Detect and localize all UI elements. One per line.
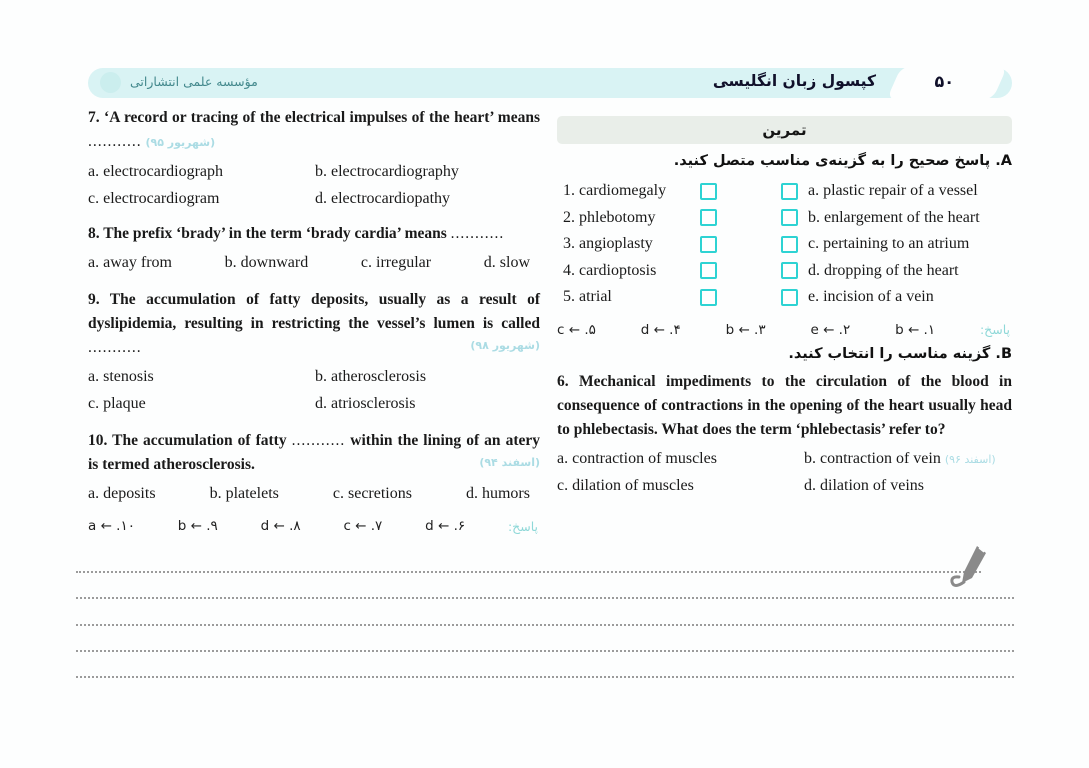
match-row — [557, 231, 1012, 258]
question-8-text: 8. The prefix ‘brady’ in the term ‘brady cardia’ means — [88, 225, 447, 242]
match-row — [557, 178, 1012, 205]
match-row — [557, 258, 1012, 285]
question-8-options — [88, 250, 540, 276]
right-column — [557, 116, 1012, 500]
blank-dots: ........... — [88, 339, 142, 356]
match-checkbox[interactable] — [781, 236, 798, 253]
answer-key-label: پاسخ: — [507, 518, 538, 534]
option-d: d. electrocardiopathy — [315, 189, 451, 207]
match-checkbox[interactable] — [781, 289, 798, 306]
option-b: b. contraction of vein — [804, 449, 941, 467]
option-c: c. secretions — [332, 485, 412, 502]
match-checkbox[interactable] — [781, 183, 798, 200]
question-7-text: 7. ‘A record or tracing of the electrical impulses of the heart’ means — [88, 109, 540, 126]
match-checkbox[interactable] — [700, 262, 717, 279]
match-term: 5. atrial — [563, 288, 612, 306]
option-c: c. plaque — [88, 394, 146, 412]
match-checkbox[interactable] — [781, 209, 798, 226]
match-term: 4. cardioptosis — [563, 261, 657, 279]
blank-dots: ........... — [450, 225, 505, 242]
answer-item: b ← .۹ — [177, 518, 218, 534]
option-b-with-tag — [804, 446, 1012, 474]
match-term: 3. angioplasty — [563, 235, 653, 253]
question-10-text-after: within the lining of an atery is termed atherosclerosis. — [88, 432, 541, 473]
exercise-title: تمرین — [557, 116, 1012, 144]
answer-item: b ← .۱ — [895, 321, 936, 338]
exam-tag: (اسفند ۹۶) — [944, 452, 996, 466]
match-checkbox[interactable] — [700, 289, 717, 306]
exam-tag: (اسفند ۹۴) — [479, 456, 540, 469]
exam-tag: (شهریور ۹۸) — [470, 339, 540, 352]
answer-item: c ← .۵ — [557, 321, 596, 338]
match-definition: d. dropping of the heart — [808, 261, 959, 279]
notes-line — [76, 624, 1014, 626]
question-10-options — [88, 481, 540, 507]
answer-item: c ← .۷ — [343, 518, 383, 534]
answer-item: d ← .۶ — [425, 518, 466, 534]
option-b: b. electrocardiography — [315, 163, 459, 180]
match-checkbox[interactable] — [700, 209, 717, 226]
match-checkbox[interactable] — [700, 183, 717, 200]
blank-dots: ........... — [88, 133, 142, 150]
blank-dots: ........... — [291, 432, 346, 449]
answer-item: d ← .۸ — [260, 518, 301, 534]
answer-key-label: پاسخ: — [979, 322, 1010, 337]
question-6-options — [557, 446, 1012, 500]
question-7 — [88, 106, 540, 155]
publisher-name: مؤسسه علمی انتشاراتی — [130, 74, 258, 89]
match-definition: e. incision of a vein — [808, 288, 934, 306]
option-a: a. deposits — [88, 485, 156, 502]
option-d: d. slow — [483, 254, 530, 271]
question-9-text: 9. The accumulation of fatty deposits, usually as a result of dyslipidemia, resulting in restricting the vessel’s lumen is called — [88, 291, 540, 332]
option-b: b. downward — [224, 254, 309, 271]
option-b: b. atherosclerosis — [315, 368, 427, 385]
question-6 — [557, 370, 1012, 442]
match-definition: c. pertaining to an atrium — [808, 235, 970, 253]
answer-item: a ← .۱۰ — [88, 518, 135, 534]
answer-item: e ← .۲ — [810, 321, 851, 338]
answer-key-questions-6-10 — [88, 518, 540, 534]
exam-tag: (شهریور ۹۵) — [145, 136, 216, 149]
option-c: c. irregular — [360, 254, 432, 271]
question-10 — [88, 429, 540, 477]
notes-line — [76, 597, 1014, 599]
pen-icon — [948, 544, 996, 596]
match-checkbox[interactable] — [781, 262, 798, 279]
option-a: a. contraction of muscles — [557, 449, 717, 467]
option-d: d. atriosclerosis — [315, 394, 416, 412]
section-a-heading: A. پاسخ صحیح را به گزینه‌ی مناسب متصل کنید. — [673, 153, 1012, 169]
notes-line — [76, 676, 1014, 678]
question-8 — [88, 222, 540, 246]
notes-line — [76, 650, 1014, 652]
option-a: a. stenosis — [88, 368, 154, 385]
match-checkbox[interactable] — [700, 236, 717, 253]
section-b-heading: B. گزینه مناسب را انتخاب کنید. — [788, 345, 1012, 362]
match-term: 1. cardiomegaly — [563, 182, 667, 200]
question-10-text-before: 10. The accumulation of fatty — [88, 432, 287, 449]
question-6-text: 6. Mechanical impediments to the circulation of the blood in consequence of contractions in the opening of the heart usually head to phlebectasis. What does the term ‘phlebectasis’ refer to? — [557, 372, 1012, 438]
option-d: d. humors — [465, 485, 530, 502]
option-b: b. platelets — [209, 485, 279, 502]
match-definition: b. enlargement of the heart — [808, 208, 980, 226]
match-definition: a. plastic repair of a vessel — [808, 182, 978, 200]
answer-item: b ← .۳ — [725, 321, 766, 338]
answer-key-matching — [557, 322, 1012, 338]
option-a: a. electrocardiograph — [88, 163, 224, 180]
notes-line — [76, 571, 981, 573]
question-9 — [88, 288, 540, 360]
answer-item: d ← .۴ — [640, 321, 681, 338]
option-c: c. electrocardiogram — [88, 189, 220, 207]
match-row — [557, 284, 1012, 311]
question-9-options — [88, 364, 540, 417]
book-title: کپسول زبان انگلیسی — [712, 72, 876, 90]
option-c: c. dilation of muscles — [557, 477, 694, 494]
publisher-logo-icon — [100, 72, 121, 93]
option-d: d. dilation of veins — [804, 477, 924, 494]
matching-exercise — [557, 178, 1012, 311]
match-row — [557, 205, 1012, 232]
page-number: ۵۰ — [934, 72, 954, 91]
left-column — [88, 106, 540, 534]
match-term: 2. phlebotomy — [563, 208, 656, 226]
option-a: a. away from — [88, 254, 172, 271]
header-band — [88, 68, 1012, 98]
question-7-options — [88, 159, 540, 212]
